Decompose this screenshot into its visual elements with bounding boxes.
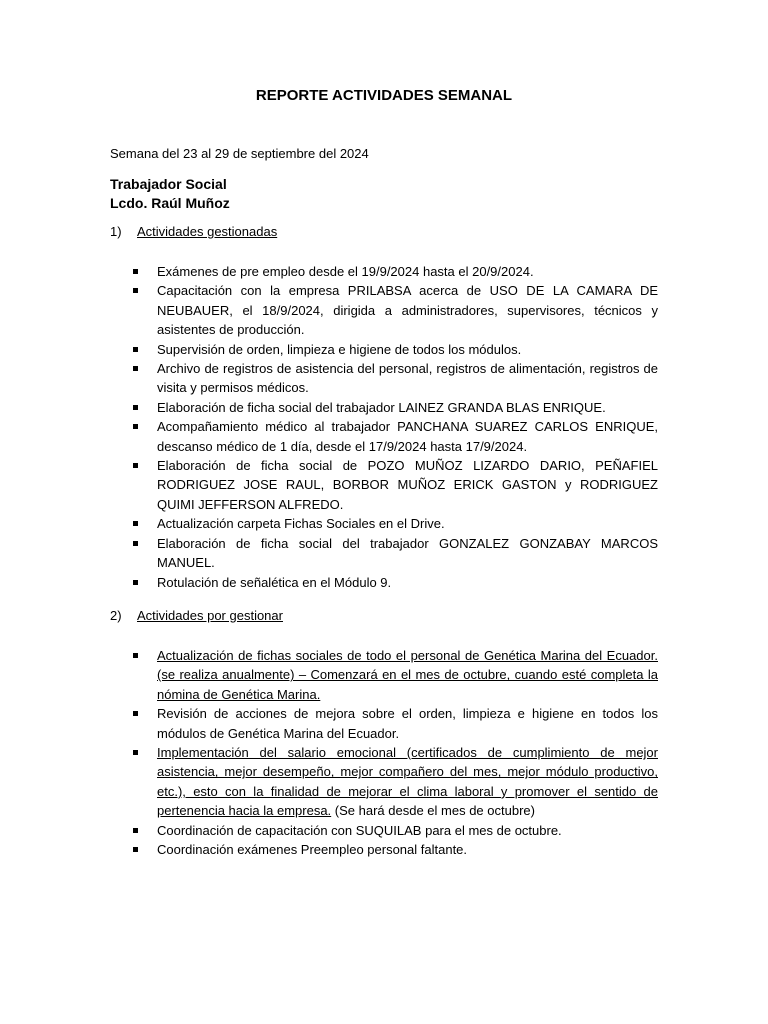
bullet-icon [133, 750, 138, 755]
list-item: Actualización carpeta Fichas Sociales en el Drive. [130, 514, 658, 533]
bullet-icon [133, 828, 138, 833]
bullet-icon [133, 711, 138, 716]
section-heading-completed [110, 224, 277, 239]
list-item: Actualización de fichas sociales de todo el personal de Genética Marina del Ecuador. (se realiza anualmente) – Comenzará en el mes de octubre, cuando esté completa la nómina de Genética Marina. [130, 646, 658, 704]
list-item: Implementación del salario emocional (certificados de cumplimiento de mejor asistencia, mejor desempeño, mejor compañero del mes, mejor módulo productivo, etc.), esto con la finalidad de mejorar el clima laboral y promover el sentido de pertenencia hacia la empresa. (Se hará desde el mes de octubre) [130, 743, 658, 821]
list-item: Elaboración de ficha social del trabajador LAINEZ GRANDA BLAS ENRIQUE. [130, 398, 658, 417]
bullet-icon [133, 269, 138, 274]
list-item: Coordinación de capacitación con SUQUILAB para el mes de octubre. [130, 821, 658, 840]
bullet-icon [133, 405, 138, 410]
bullet-icon [133, 580, 138, 585]
bullet-icon [133, 288, 138, 293]
pending-activities-list [130, 646, 658, 859]
author-name: Lcdo. Raúl Muñoz [110, 195, 230, 211]
document-title: REPORTE ACTIVIDADES SEMANAL [255, 87, 513, 104]
list-item: Capacitación con la empresa PRILABSA acerca de USO DE LA CAMARA DE NEUBAUER, el 18/9/2024, dirigida a administradores, supervisores, técnicos y asistentes de producción. [130, 281, 658, 339]
bullet-icon [133, 424, 138, 429]
bullet-icon [133, 366, 138, 371]
week-range: Semana del 23 al 29 de septiembre del 2024 [110, 146, 369, 161]
list-item: Supervisión de orden, limpieza e higiene de todos los módulos. [130, 340, 658, 359]
list-item: Exámenes de pre empleo desde el 19/9/2024 hasta el 20/9/2024. [130, 262, 658, 281]
section-number: 2) [110, 608, 122, 623]
bullet-icon [133, 653, 138, 658]
bullet-icon [133, 521, 138, 526]
list-item: Coordinación exámenes Preempleo personal faltante. [130, 840, 658, 859]
section-number: 1) [110, 224, 122, 239]
section-title: Actividades por gestionar [137, 608, 283, 623]
list-item: Archivo de registros de asistencia del personal, registros de alimentación, registros de visita y permisos médicos. [130, 359, 658, 398]
completed-activities-list [130, 262, 658, 592]
list-item: Rotulación de señalética en el Módulo 9. [130, 573, 658, 592]
bullet-icon [133, 463, 138, 468]
bullet-icon [133, 347, 138, 352]
list-item: Elaboración de ficha social del trabajador GONZALEZ GONZABAY MARCOS MANUEL. [130, 534, 658, 573]
bullet-icon [133, 541, 138, 546]
section-heading-pending [110, 608, 283, 623]
author-block [110, 175, 230, 213]
bullet-icon [133, 847, 138, 852]
list-item: Acompañamiento médico al trabajador PANCHANA SUAREZ CARLOS ENRIQUE, descanso médico de 1 día, desde el 17/9/2024 hasta 17/9/2024. [130, 417, 658, 456]
list-item: Revisión de acciones de mejora sobre el orden, limpieza e higiene en todos los módulos de Genética Marina del Ecuador. [130, 704, 658, 743]
list-item: Elaboración de ficha social de POZO MUÑOZ LIZARDO DARIO, PEÑAFIEL RODRIGUEZ JOSE RAUL, BORBOR MUÑOZ ERICK GASTON y RODRIGUEZ QUIMI JEFFERSON ALFREDO. [130, 456, 658, 514]
section-title: Actividades gestionadas [137, 224, 278, 239]
author-role: Trabajador Social [110, 176, 227, 192]
